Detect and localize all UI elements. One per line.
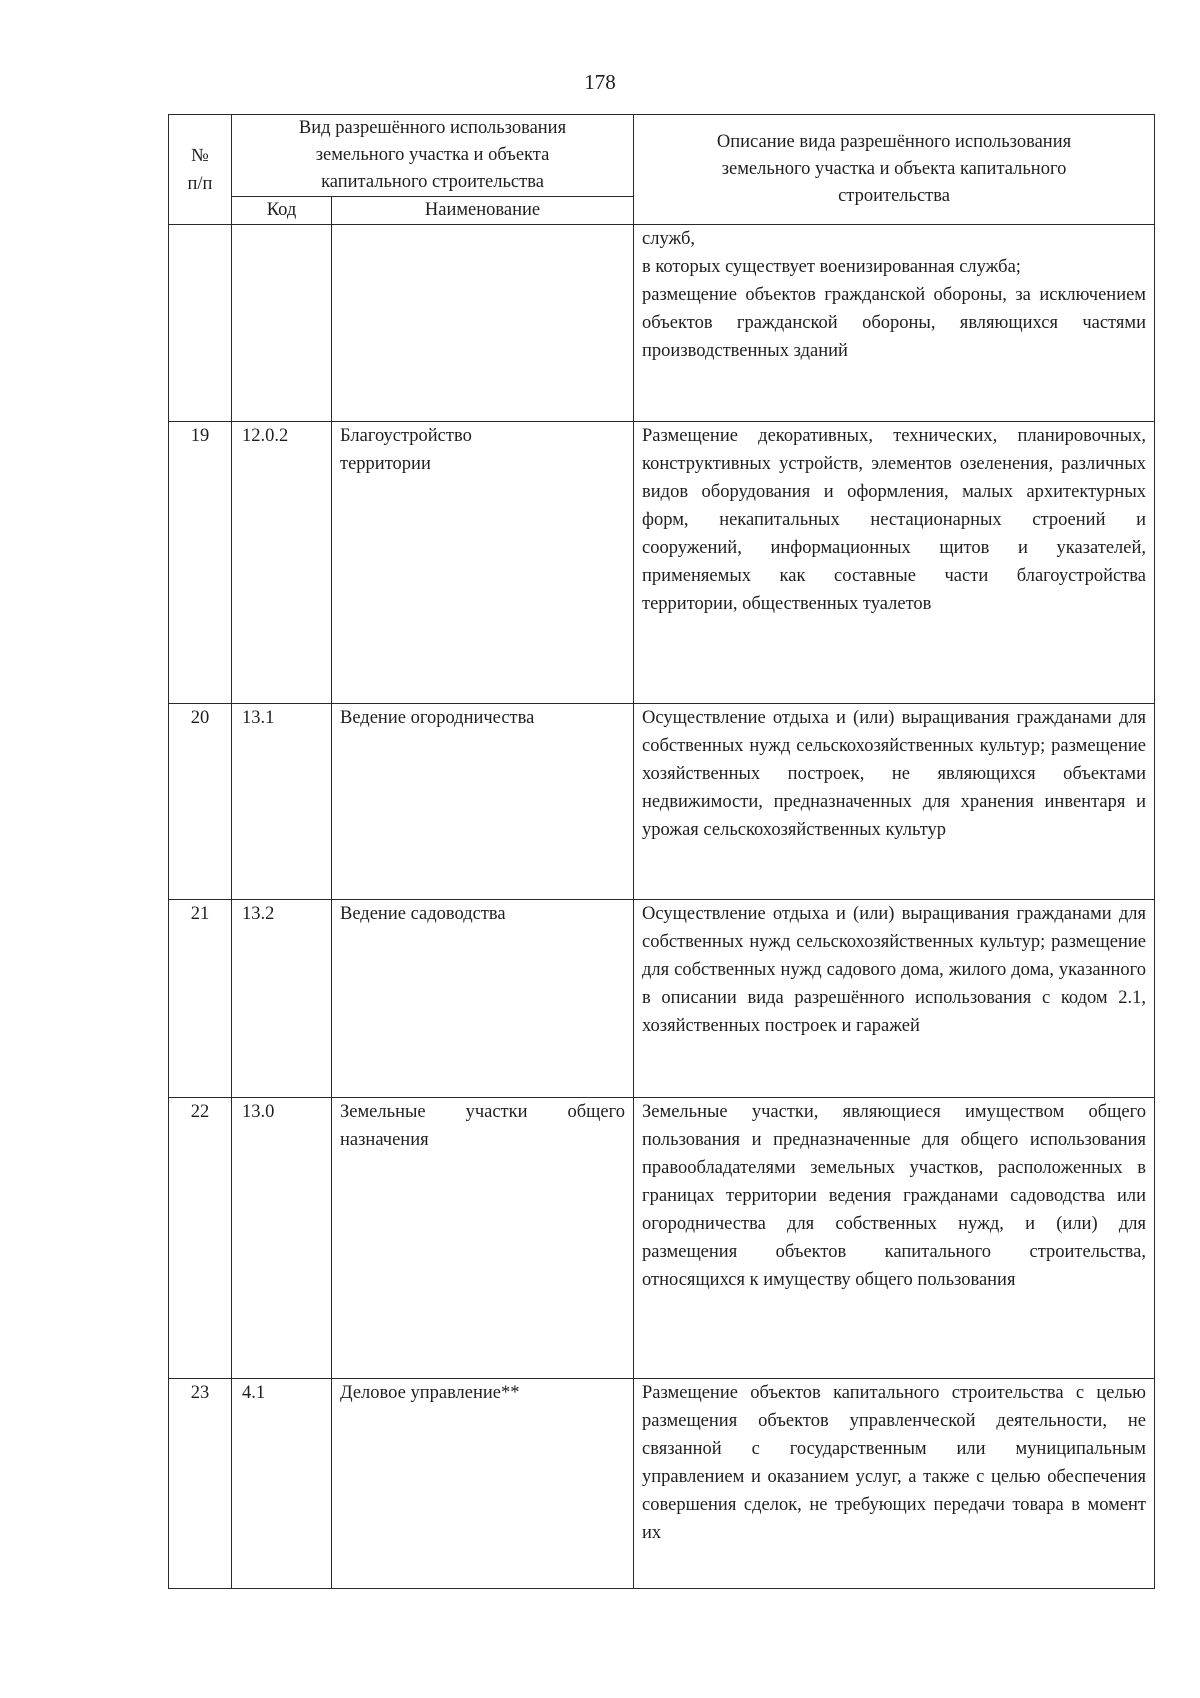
row-code: 12.0.2 [232,422,332,704]
header-name: Наименование [332,197,634,225]
row-number: 20 [169,704,232,900]
land-use-table [168,114,1155,1589]
header-description: Описание вида разрешённого использования земельного участка и объекта капитального строительства [634,115,1155,225]
row-description: Осуществление отдыха и (или) выращивания гражданами для собственных нужд сельскохозяйственных культур; размещение для собственных нужд садового дома, жилого дома, указанного в описании вида разрешённого использования с кодом 2.1, хозяйственных построек и гаражей [634,900,1155,1098]
row-name [332,225,634,422]
row-description: Размещение декоративных, технических, планировочных, конструктивных устройств, элементов озеленения, различных видов оборудования и оформления, малых архитектурных форм, некапитальных нестационарных строений и сооружений, информационных щитов и указателей, применяемых как составные части благоустройства территории, общественных туалетов [634,422,1155,704]
row-description: Размещение объектов капитального строительства с целью размещения объектов управленческой деятельности, не связанной с государственным или муниципальным управлением и оказанием услуг, а также с целью обеспечения совершения сделок, не требующих передачи товара в момент их [634,1379,1155,1589]
header-code: Код [232,197,332,225]
row-number: 19 [169,422,232,704]
row-number: 22 [169,1098,232,1379]
row-name: Благоустройство территории [332,422,634,704]
row-code: 13.0 [232,1098,332,1379]
row-description: Земельные участки, являющиеся имуществом общего пользования и предназначенные для общего использования правообладателями земельных участков, расположенных в границах территории ведения гражданами садоводства или огородничества для собственных нужд, и (или) для размещения объектов капитального строительства, относящихся к имуществу общего пользования [634,1098,1155,1379]
row-number [169,225,232,422]
table-row [169,704,1155,900]
table-row [169,1379,1155,1589]
row-code [232,225,332,422]
row-description: служб, в которых существует военизированная служба; размещение объектов гражданской обороны, за исключением объектов гражданской обороны, являющихся частями производственных зданий [634,225,1155,422]
table-header [169,115,1155,225]
row-name: Ведение садоводства [332,900,634,1098]
row-code: 13.1 [232,704,332,900]
row-number: 21 [169,900,232,1098]
page-number: 178 [584,70,616,94]
row-code: 13.2 [232,900,332,1098]
table-row [169,225,1155,422]
row-number: 23 [169,1379,232,1589]
row-description: Осуществление отдыха и (или) выращивания гражданами для собственных нужд сельскохозяйственных культур; размещение хозяйственных построек, не являющихся объектами недвижимости, предназначенных для хранения инвентаря и урожая сельскохозяйственных культур [634,704,1155,900]
table-body [169,225,1155,1589]
row-name: Земельные участки общего назначения [332,1098,634,1379]
header-permitted-use-group: Вид разрешённого использования земельного участка и объекта капитального строительства [232,115,634,197]
header-number: № п/п [169,115,232,225]
row-name: Ведение огородничества [332,704,634,900]
row-name: Деловое управление** [332,1379,634,1589]
table-row [169,1098,1155,1379]
table-row [169,422,1155,704]
table-row [169,900,1155,1098]
row-code: 4.1 [232,1379,332,1589]
